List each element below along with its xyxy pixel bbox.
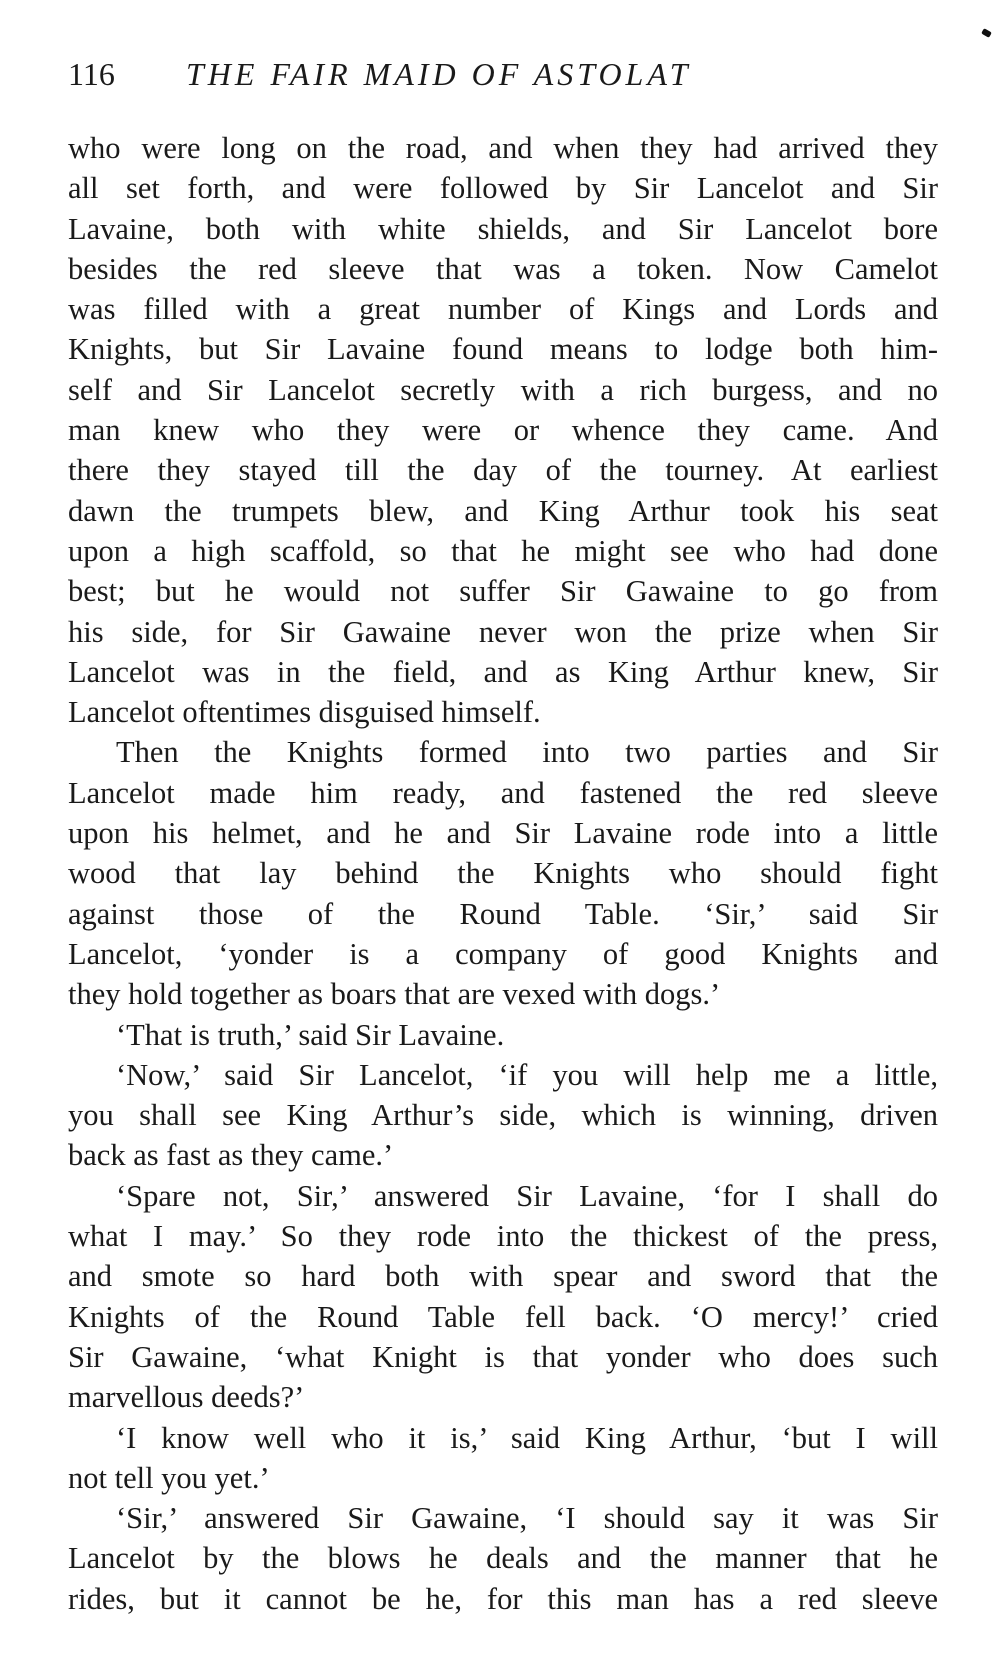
text-line: all set forth, and were followed by Sir Lancelot and Sir <box>68 171 938 206</box>
text-line: you shall see King Arthur’s side, which is winning, driven <box>68 1098 938 1133</box>
text-line: Lancelot oftentimes disguised himself. <box>68 695 541 730</box>
page-number: 116 <box>68 56 115 92</box>
text-line: Lancelot, ‘yonder is a company of good Knights and <box>68 936 938 971</box>
text-line: Lancelot was in the field, and as King Arthur knew, Sir <box>68 654 938 689</box>
text-line: they hold together as boars that are vexed with dogs.’ <box>68 977 721 1012</box>
text-line: Lancelot made him ready, and fastened the red sleeve <box>68 775 938 810</box>
text-line: ‘Sir,’ answered Sir Gawaine, ‘I should say it was Sir <box>116 1501 938 1536</box>
text-line: man knew who they were or whence they came. And <box>68 413 938 448</box>
text-line: was filled with a great number of Kings and Lords and <box>68 292 938 327</box>
text-line: ‘Now,’ said Sir Lancelot, ‘if you will help me a little, <box>116 1057 938 1092</box>
text-line: marvellous deeds?’ <box>68 1380 305 1415</box>
text-line: self and Sir Lancelot secretly with a rich burgess, and no <box>68 372 938 407</box>
text-line: ‘I know well who it is,’ said King Arthur, ‘but I will <box>116 1420 938 1455</box>
text-line: Sir Gawaine, ‘what Knight is that yonder who does such <box>68 1339 938 1374</box>
text-line: best; but he would not suffer Sir Gawaine to go from <box>68 574 938 609</box>
text-line: his side, for Sir Gawaine never won the prize when Sir <box>68 614 938 649</box>
body-text <box>68 128 938 1619</box>
text-line: Knights of the Round Table fell back. ‘O mercy!’ cried <box>68 1299 938 1334</box>
text-line: not tell you yet.’ <box>68 1460 270 1495</box>
text-line: upon his helmet, and he and Sir Lavaine rode into a little <box>68 816 938 851</box>
text-line: Then the Knights formed into two parties and Sir <box>116 735 938 770</box>
text-line: Lancelot by the blows he deals and the manner that he <box>68 1541 938 1576</box>
text-line: there they stayed till the day of the tourney. At earliest <box>68 453 938 488</box>
running-title: THE FAIR MAID OF ASTOLAT <box>186 56 692 92</box>
text-line: ‘Spare not, Sir,’ answered Sir Lavaine, ‘for I shall do <box>116 1178 938 1213</box>
text-line: wood that lay behind the Knights who should fight <box>68 856 938 891</box>
text-line: against those of the Round Table. ‘Sir,’ said Sir <box>68 896 938 931</box>
text-line: Knights, but Sir Lavaine found means to lodge both him- <box>68 332 938 367</box>
text-line: and smote so hard both with spear and sword that the <box>68 1259 938 1294</box>
text-line: what I may.’ So they rode into the thickest of the press, <box>68 1219 938 1254</box>
ink-speck <box>981 28 992 38</box>
text-line: dawn the trumpets blew, and King Arthur took his seat <box>68 493 938 528</box>
text-line: upon a high scaffold, so that he might see who had done <box>68 533 938 568</box>
text-line: rides, but it cannot be he, for this man has a red sleeve <box>68 1581 938 1616</box>
running-header <box>68 52 938 96</box>
text-line: who were long on the road, and when they had arrived they <box>68 131 938 165</box>
text-line: back as fast as they came.’ <box>68 1138 394 1173</box>
text-line: ‘That is truth,’ said Sir Lavaine. <box>116 1017 505 1052</box>
text-line: besides the red sleeve that was a token. Now Camelot <box>68 251 938 286</box>
text-line: Lavaine, both with white shields, and Sir Lancelot bore <box>68 211 938 246</box>
